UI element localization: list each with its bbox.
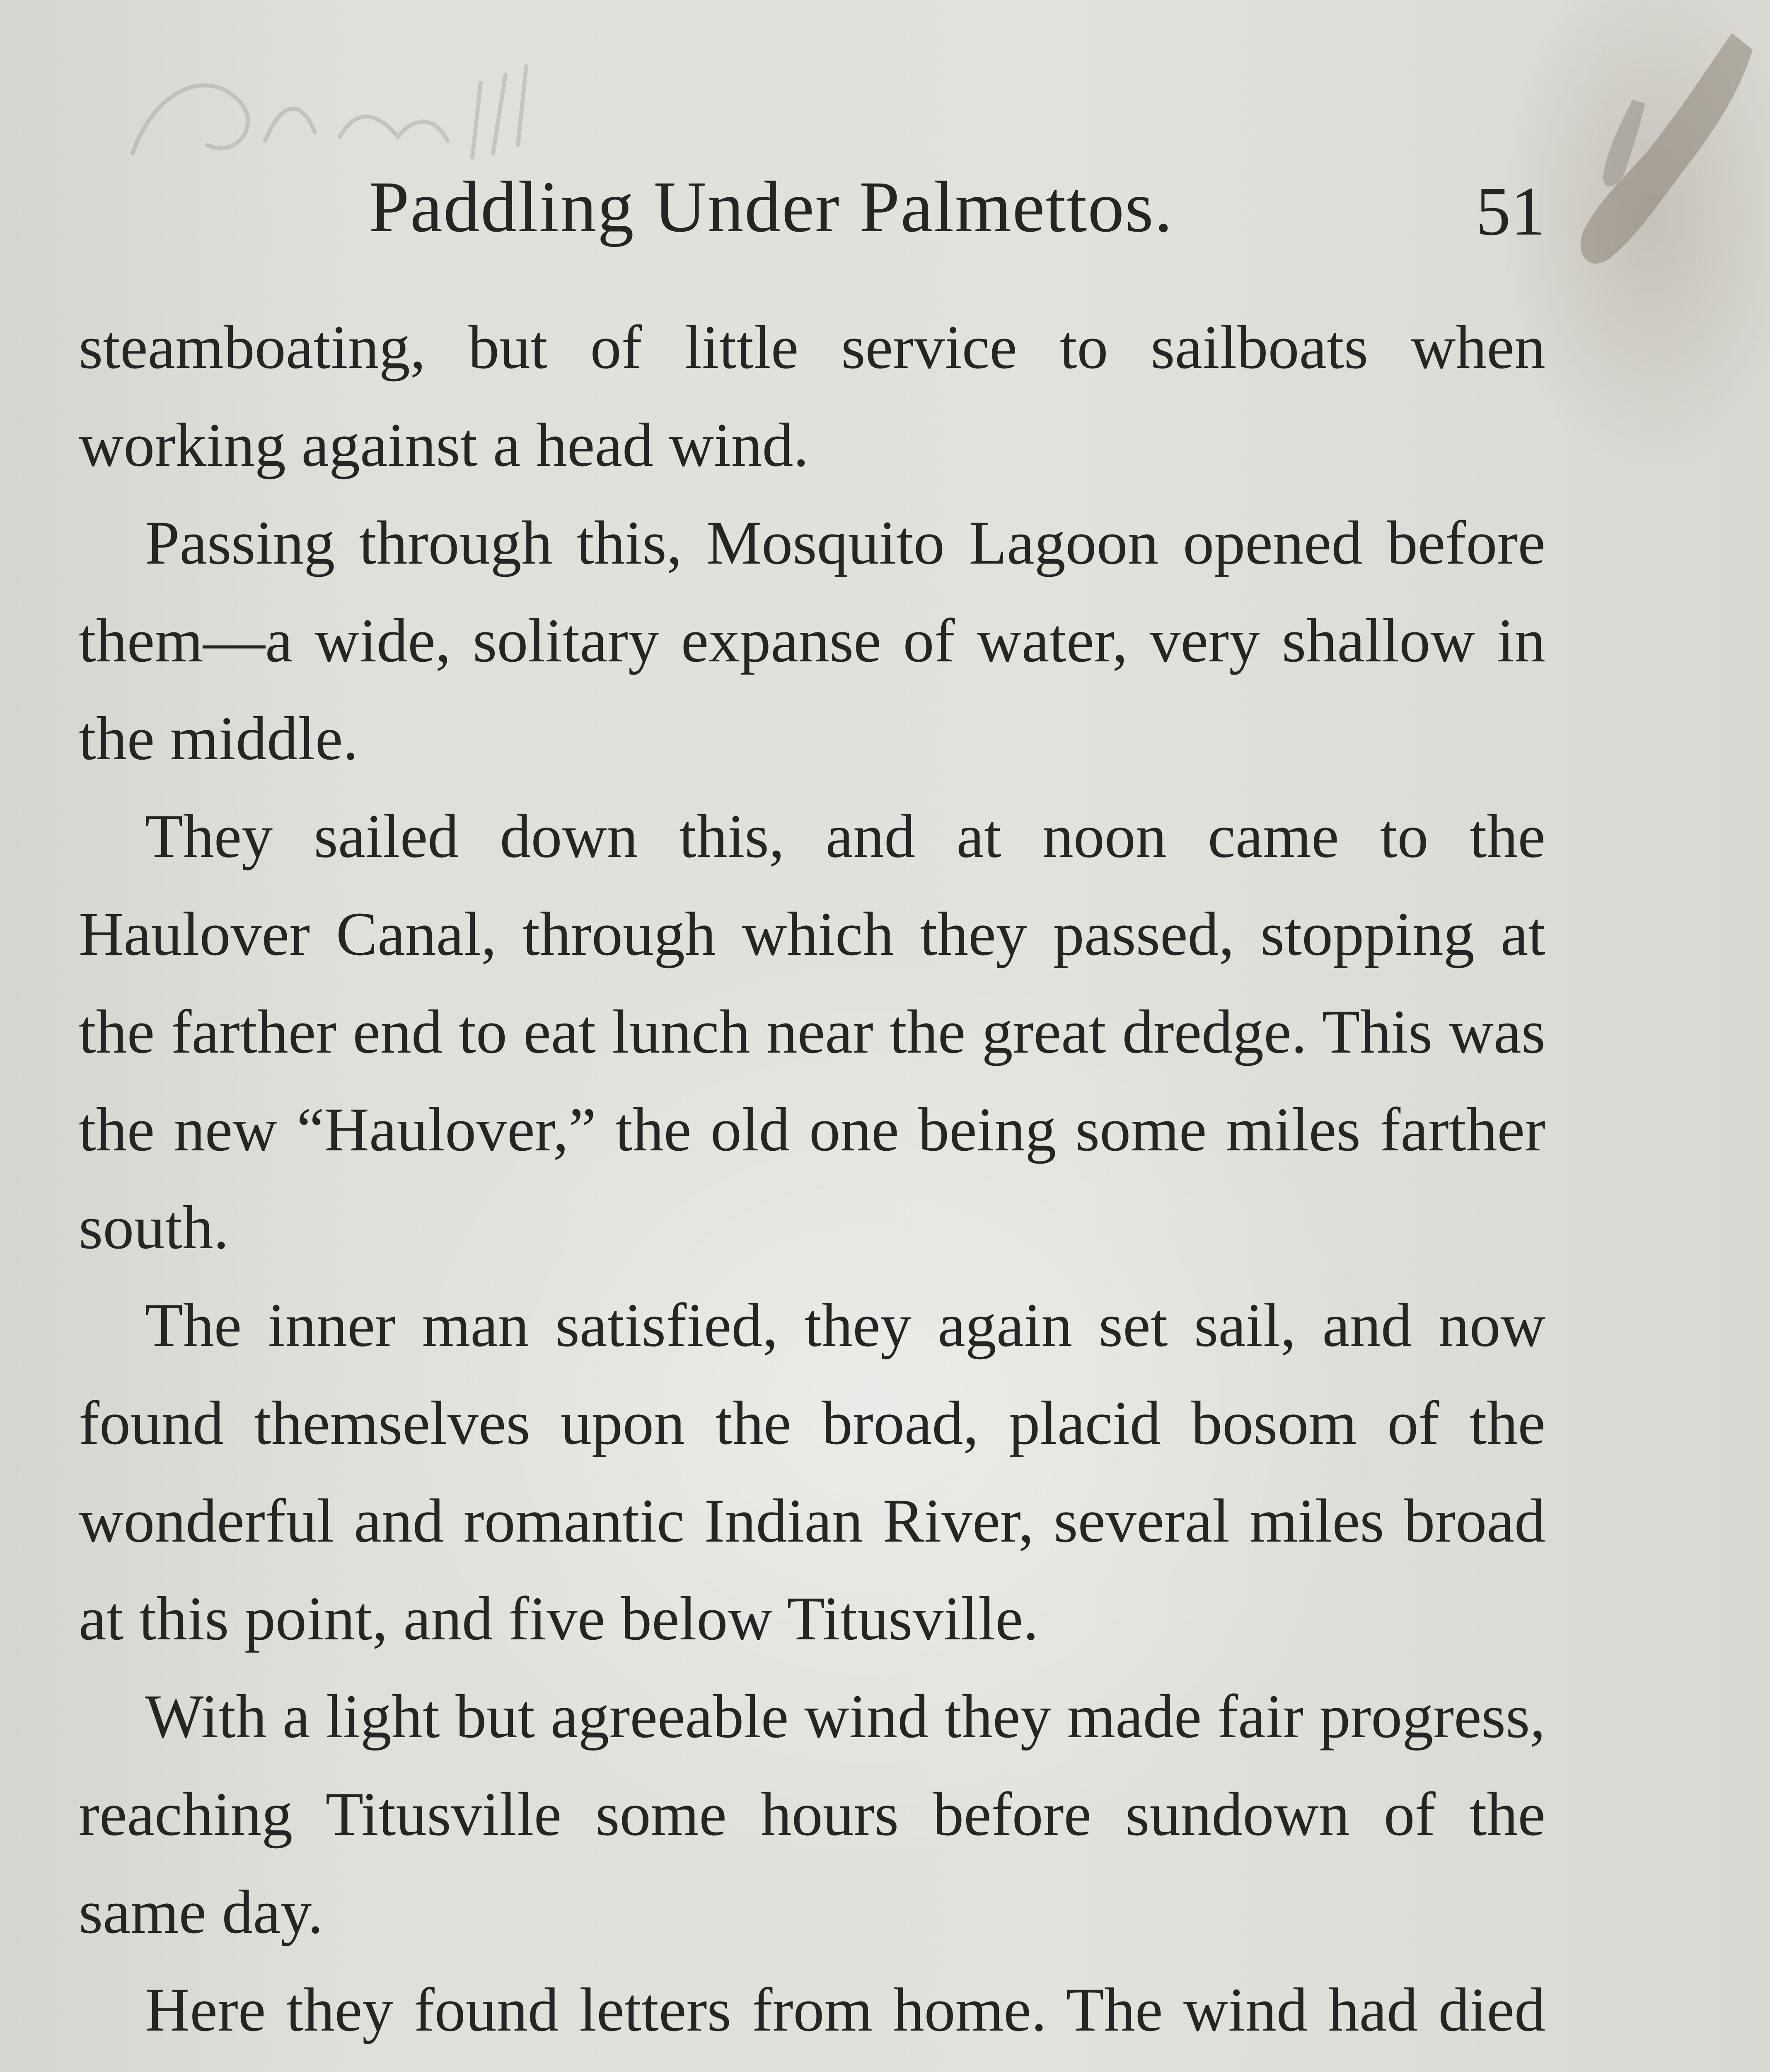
body-text [79,298,1545,2072]
paragraph: steamboating, but of little service to sailboats when working against a head wind. [79,313,1545,479]
page-header [79,153,1545,261]
paragraph: Here they found letters from home. The wind had died [145,1975,1545,2044]
page-number: 51 [1476,173,1545,250]
paragraph: Passing through this, Mosquito Lagoon opened before them—a wide, solitary expanse of water, very shallow in the middle. [79,508,1545,773]
paragraph: With a light but agreeable wind they made fair progress, reaching Titusville some hours before sundown of the same day. [79,1682,1545,1946]
paragraph: The inner man satisfied, they again set sail, and now found themselves upon the broad, placid bosom of the wonderful and romantic Indian River, several miles broad at this point, and five below Titusville. [79,1291,1545,1653]
running-title: Paddling Under Palmettos. [369,167,1173,247]
paragraph: They sailed down this, and at noon came to the Haulover Canal, through which they passed, stopping at the farther end to eat lunch near the great dredge. This was the new “Haulover,” the old one being some miles farther south. [79,802,1545,1262]
ink-smudge [1525,25,1757,323]
